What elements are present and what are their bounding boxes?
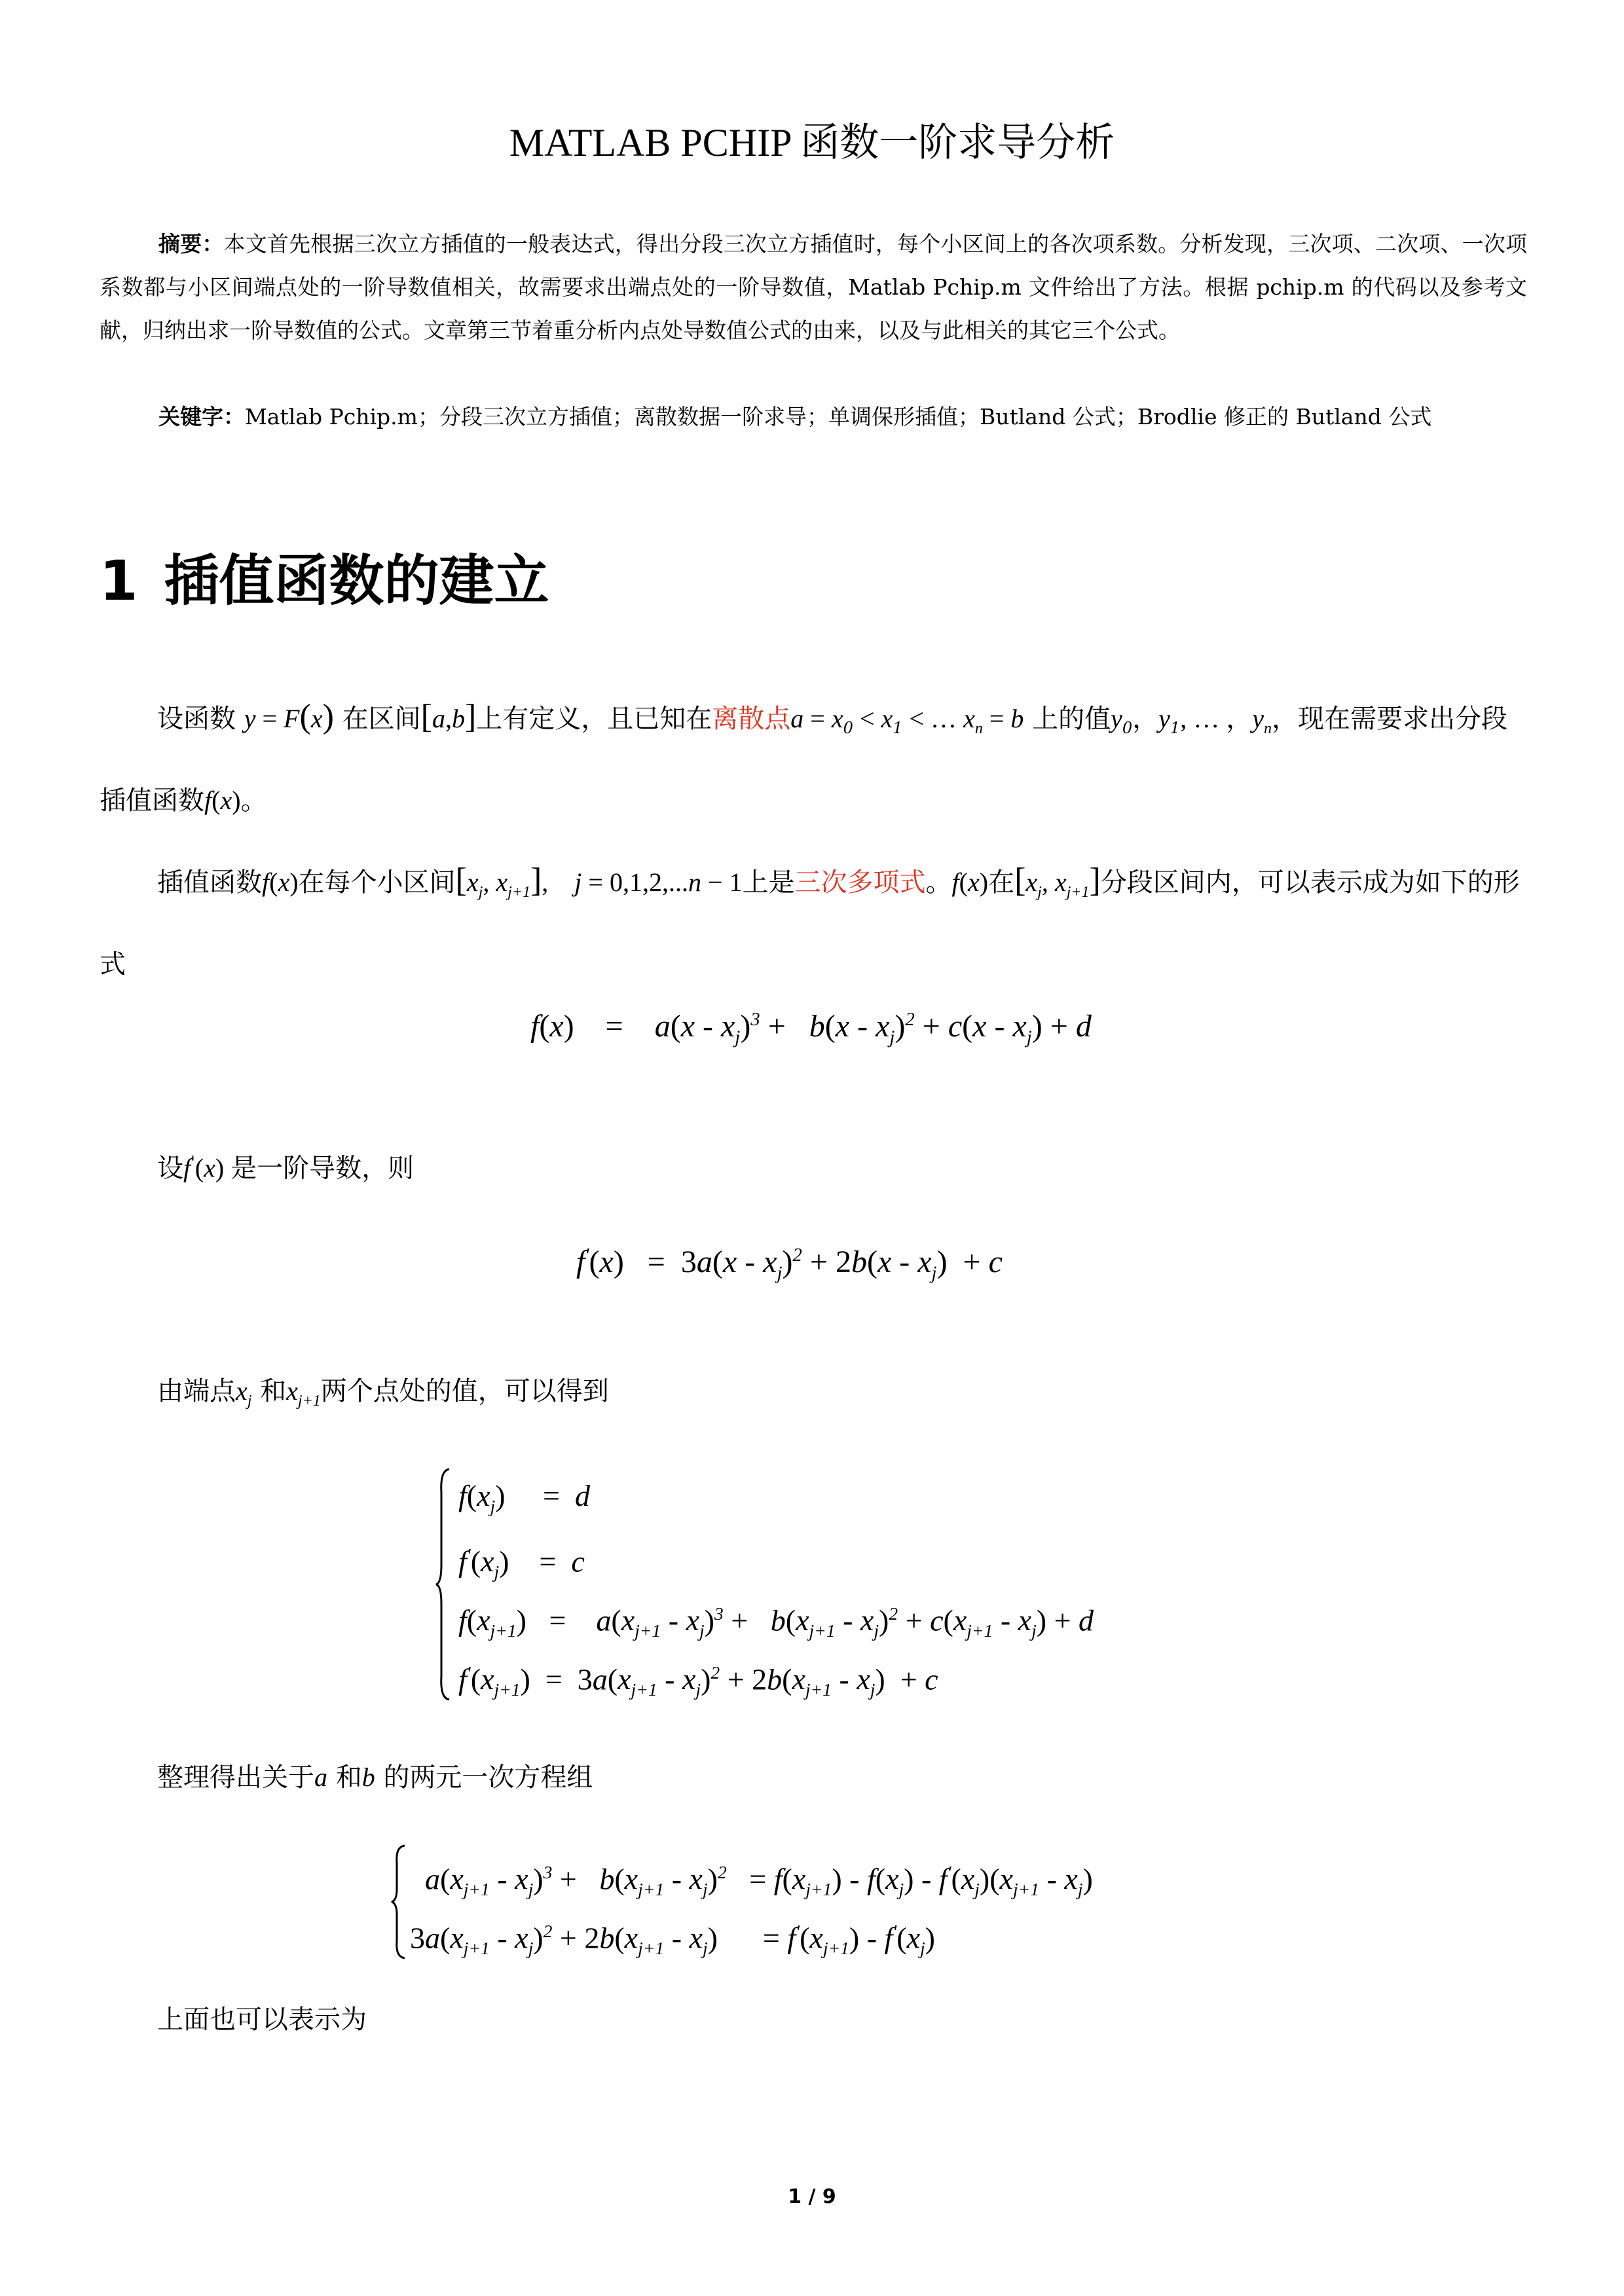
text-fragment: 设 [157,1153,183,1184]
system-row: $f'(x_j)$ = c [458,1544,585,1582]
section-title: 插值函数的建立 [164,549,549,613]
paragraph-linear-system [100,1741,1527,1813]
system-row: $a(x_{j+1} - x_j)^3 + b(x_{j+1} - x_j)^2 = f(x_{j+1}) - f(x_j) - f'(x_j)(x_{j+1} - x_j)$ [425,1862,1093,1900]
paragraph-interpolation: 插值函数f(x)在每个小区间[$x_j$, $x_{j+1}$], j = 0,1,2,...n − 1上是三次多项式。f(x)在[$x_j$, $x_{j+1}$]分段区间内，可以表示成为如下的形式 [100,862,1520,979]
paragraph-closing [100,1984,1527,2056]
text-fragment: 插值函数 [157,867,262,898]
abstract [100,223,1527,352]
document-title: MATLAB PCHIP 函数一阶求导分析 [509,121,1115,164]
math-xj1: $x_{j+1}$ [286,1376,321,1410]
math-interval-ab: [ [420,698,432,735]
highlighted-term-discrete-points: 离散点 [712,704,791,734]
text-fragment: 是一阶导数，则 [231,1153,415,1184]
abstract-text: 本文首先根据三次立方插值的一般表达式，得出分段三次立方插值时，每个小区间上的各次项系数。分析发现，三次项、二次项、一次项系数都与小区间端点处的一阶导数值相关，故需要求出端点处的一阶导数值，Matlab Pchip.m 文件给出了方法。根据 pchip.m 的代码以及参考文献，归纳出求一阶导数值的公式。文章第三节着重分析内点处导数值公式的由来，以及与此相关的其它三个公式。 [100,231,1528,343]
math-y-eq-Fx: y [244,704,256,733]
math-fx: f [204,786,212,815]
text-fragment: 在每个小区间 [298,867,456,898]
text-fragment: 和 [260,1376,287,1406]
section-number: 1 [100,549,138,613]
keywords-label: 关键字： [158,404,245,429]
math-values-y: y [1111,704,1122,733]
system-row: $3a(x_{j+1} - x_j)^2 + 2b(x_{j+1} - x_j)$ = $f'(x_{j+1}) - f'(x_j)$ [410,1921,935,1959]
abstract-label: 摘要： [158,231,224,257]
page-number: 1 / 9 [788,2185,836,2208]
text-fragment: ，现在需要求出分段插值函数 [100,704,1507,816]
paragraph-derivative: 设f'(x) 是一阶导数，则 [157,1153,415,1184]
text-fragment: 设函数 [157,704,236,734]
left-brace-icon [389,1843,409,1961]
system-row: $f(x_j)$ = d [458,1479,590,1517]
section-heading [100,537,549,616]
text-fragment: 上面也可以表示为 [157,2005,367,2035]
equation-system-two [410,1843,1093,1961]
text-fragment: 在区间 [342,704,421,734]
paragraph-definition: 设函数 y = F(x) 在区间[a,b]上有定义，且已知在离散点$a = x_0 < x_1$ < … $x_n = b$ 上的值$y_0$，$y_1$, … ，$y_n$，现在需要求出分段插值函数f(x)。 [100,698,1507,816]
equation-cubic-form: f(x) = $a(x - x_j)^3 + b(x - x_j)^2 + c(x - x_j) + d$ [530,1009,1092,1048]
text-fragment: 分段区间内，可以表示成为如下的形式 [100,867,1520,979]
highlighted-term-cubic-polynomial: 三次多项式 [794,867,926,898]
text-fragment: 的两元一次方程组 [383,1762,593,1793]
system-row: $f(x_{j+1})$ = $a(x_{j+1} - x_j)^3 + b(x_{j+1} - x_j)^2 + c(x_{j+1} - x_j) + d$ [458,1603,1094,1641]
math-node-sequence: a [790,704,804,733]
text-fragment: 上有定义，且已知在 [476,704,712,734]
paragraph-endpoints [100,1355,1527,1437]
math-a: a [314,1762,327,1792]
keywords [100,395,1527,439]
text-fragment: 上是 [742,867,795,898]
keywords-text: Matlab Pchip.m；分段三次立方插值；离散数据一阶求导；单调保形插值；Butland 公式；Brodlie 修正的 Butland 公式 [245,404,1432,429]
text-fragment: 整理得出关于 [157,1762,314,1793]
system-row: $f'(x_{j+1}) = 3a(x_{j+1} - x_j)^2 + 2b(x_{j+1} - x_j) + c$ [458,1662,938,1700]
text-fragment: 两个点处的值，可以得到 [320,1376,609,1406]
math-index-range: j [574,867,582,897]
math-b: b [361,1762,375,1792]
text-fragment: 。 [925,867,952,898]
text-fragment: 。 [240,786,267,816]
text-fragment: 上的值 [1032,704,1111,734]
left-brace-icon [434,1467,453,1702]
text-fragment: 在 [988,867,1015,898]
math-subinterval: [ [455,862,467,899]
math-fx: f [262,867,270,897]
equation-derivative: $f'(x) = 3a(x - x_j)^2 + 2b(x - x_j) + c$ [576,1245,1003,1284]
math-xj: $x_j$ [236,1376,252,1410]
equation-system-four [458,1467,1094,1702]
text-fragment: 由端点 [157,1376,236,1406]
math-fprime: f [183,1153,191,1183]
text-fragment: 和 [335,1762,362,1793]
